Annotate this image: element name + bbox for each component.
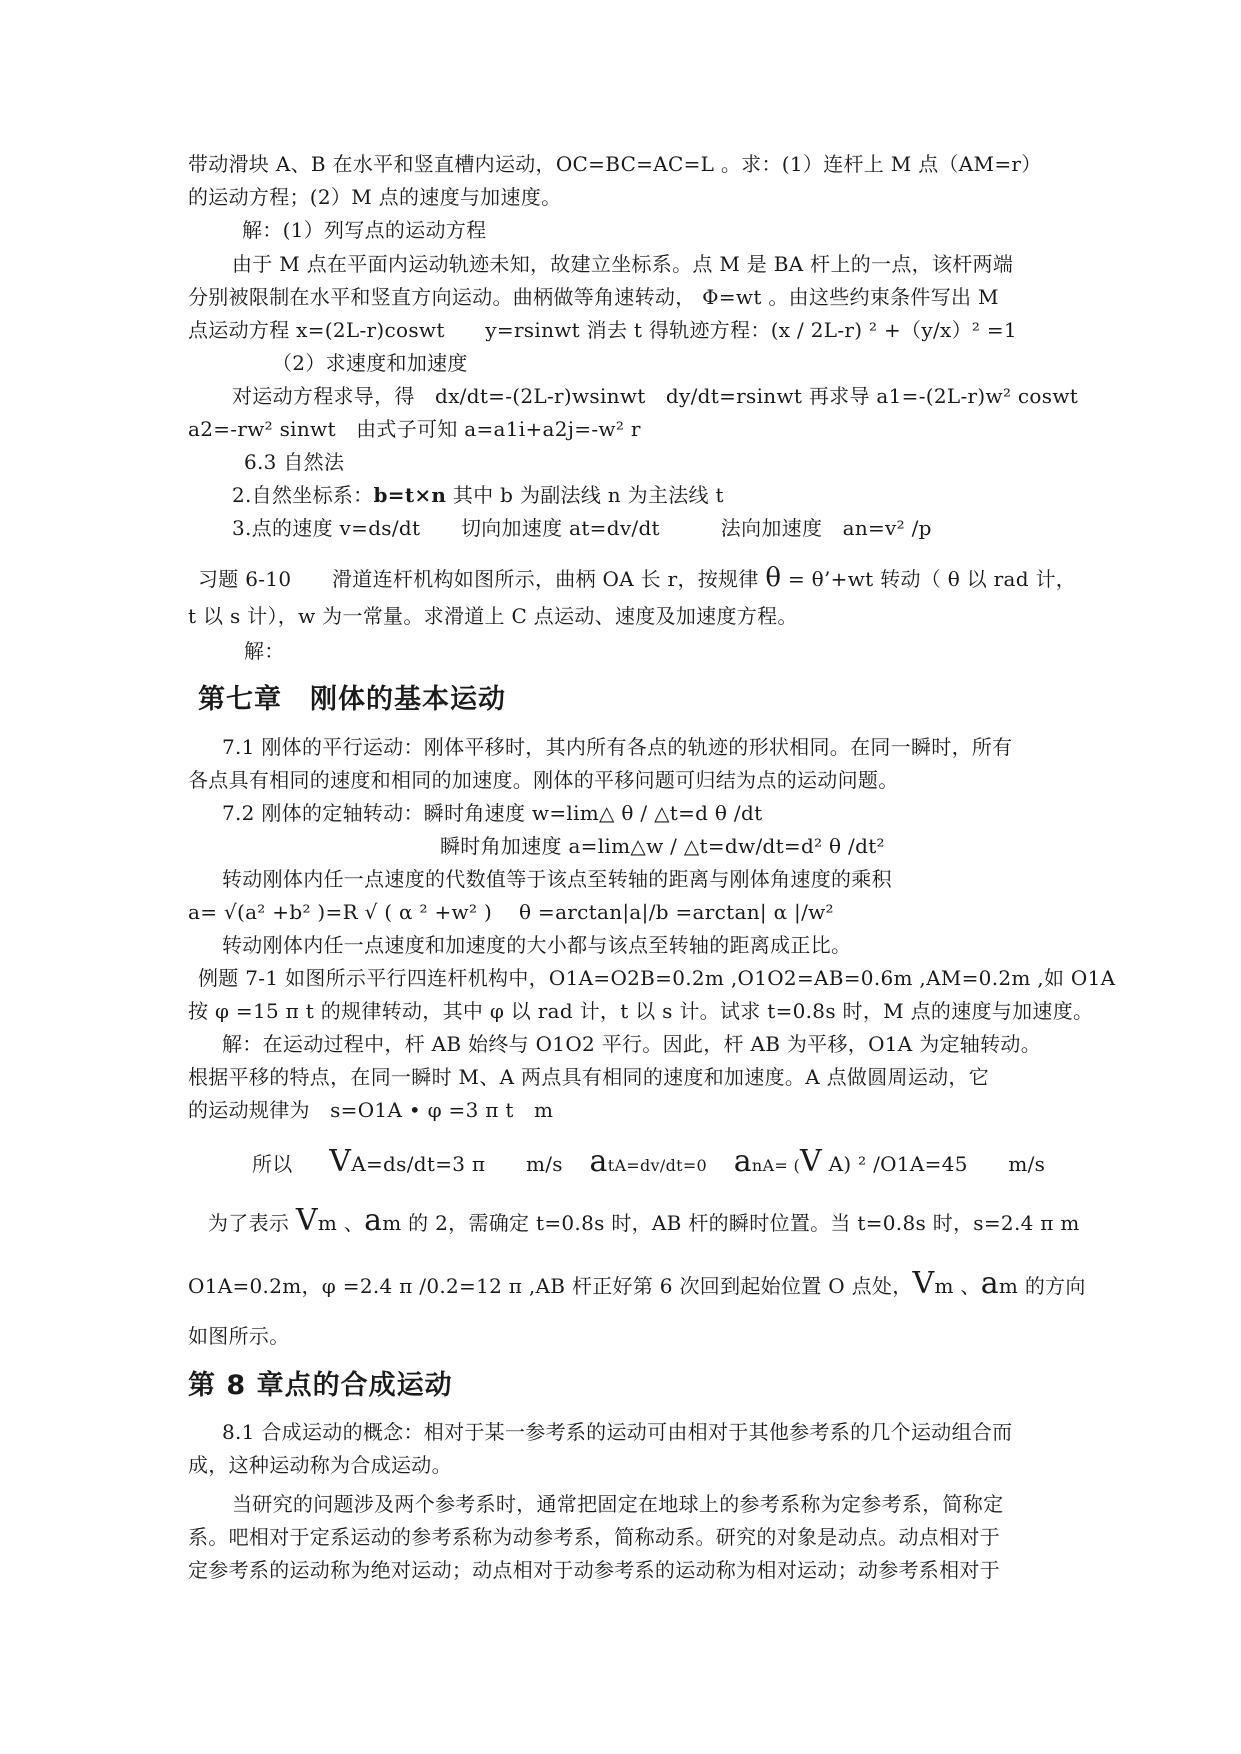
velocity-symbol: V (912, 1266, 935, 1301)
paragraph-line: 解：在运动过程中，杆 AB 始终与 O1O2 平行。因此，杆 AB 为平移，O1A 为定轴转动。 (222, 1032, 1041, 1056)
paragraph-line: 7.1 刚体的平行运动：刚体平移时，其内所有各点的轨迹的形状相同。在同一瞬时，所有 (222, 735, 1013, 759)
paragraph-line: 如图所示。 (188, 1324, 290, 1348)
paragraph-line: 转动刚体内任一点速度的代数值等于该点至转轴的距离与刚体角速度的乘积 (222, 867, 892, 891)
velocity-symbol: V (800, 1144, 822, 1179)
text-span: 为了表示 (208, 1211, 296, 1235)
acceleration-symbol: a (733, 1144, 752, 1179)
paragraph-line: 系。吧相对于定系运动的参考系称为动参考系，简称动系。研究的对象是动点。动点相对于 (188, 1525, 1000, 1549)
paragraph-line: 带动滑块 A、B 在水平和竖直槽内运动，OC=BC=AC=L 。求：(1）连杆上 M 点（AM=r） (188, 152, 1042, 176)
velocity-symbol: V (329, 1144, 352, 1179)
text-span: O1A=0.2m，φ =2.4 π /0.2=12 π ,AB 杆正好第 6 次回到起始位置 O 点处， (188, 1274, 913, 1298)
paragraph-line: 各点具有相同的速度和相同的加速度。刚体的平移问题可归结为点的运动问题。 (188, 768, 899, 792)
chapter-heading: 第七章 刚体的基本运动 (198, 684, 506, 715)
theta-symbol: θ (765, 563, 782, 593)
paragraph-line: 分别被限制在水平和竖直方向运动。曲柄做等角速转动， Φ=wt 。由这些约束条件写出 M (188, 285, 999, 309)
text-span: m 、 (317, 1211, 365, 1235)
text-span: tA=dv/dt=0 (607, 1156, 708, 1175)
paragraph-line: 的运动规律为 s=O1A • φ =3 π t m (188, 1098, 554, 1122)
paragraph-line: 6.3 自然法 (244, 450, 345, 474)
velocity-symbol: V (295, 1203, 318, 1238)
paragraph-line: 当研究的问题涉及两个参考系时，通常把固定在地球上的参考系称为定参考系，简称定 (232, 1492, 1004, 1516)
text-span: 2.自然坐标系： (232, 483, 374, 507)
acceleration-symbol: a (589, 1144, 608, 1179)
text-span: = θ’+wt 转动（ θ 以 rad 计， (781, 567, 1077, 591)
paragraph-line: 解： (244, 639, 285, 663)
paragraph-line: 由于 M 点在平面内运动轨迹未知，故建立坐标系。点 M 是 BA 杆上的一点，该杆两端 (232, 252, 1014, 276)
formula-bold: b=t×n (373, 483, 447, 507)
paragraph-line (198, 564, 1076, 593)
paragraph-line: 点运动方程 x=(2L-r)coswt y=rsinwt 消去 t 得轨迹方程：(x / 2L-r) ² +（y/x）² =1 (188, 318, 1017, 342)
chapter-heading: 第 8 章点的合成运动 (188, 1370, 453, 1401)
paragraph-line: 定参考系的运动称为绝对运动；动点相对于动参考系的运动称为相对运动；动参考系相对于 (188, 1558, 1000, 1582)
text-span: A=ds/dt=3 π m/s (351, 1152, 563, 1176)
paragraph-line: 成，这种运动称为合成运动。 (188, 1453, 452, 1477)
paragraph-line: 根据平移的特点，在同一瞬时 M、A 两点具有相同的速度和加速度。A 点做圆周运动，它 (188, 1065, 990, 1089)
text-span: m 的方向 (998, 1274, 1086, 1298)
paragraph-line: 对运动方程求导，得 dx/dt=-(2L-r)wsinwt dy/dt=rsinwt 再求导 a1=-(2L-r)w² coswt (232, 384, 1079, 408)
paragraph-line: 7.2 刚体的定轴转动：瞬时角速度 w=lim△ θ / △t=d θ /dt (222, 801, 763, 825)
paragraph-line: 解：(1）列写点的运动方程 (242, 218, 487, 242)
paragraph-line: 转动刚体内任一点速度和加速度的大小都与该点至转轴的距离成正比。 (222, 933, 852, 957)
text-span: 所以 (252, 1152, 293, 1176)
text-span: nA= ( (751, 1156, 800, 1175)
paragraph-line: 8.1 合成运动的概念：相对于某一参考系的运动可由相对于其他参考系的几个运动组合而 (222, 1420, 1013, 1444)
paragraph-line: 按 φ =15 π t 的规律转动，其中 φ 以 rad 计，t 以 s 计。试求 t=0.8s 时，M 点的速度与加速度。 (188, 999, 1094, 1023)
acceleration-symbol: a (364, 1203, 383, 1238)
formula-line (208, 1203, 1080, 1238)
text-span: m 的 2，需确定 t=0.8s 时，AB 杆的瞬时位置。当 t=0.8s 时，s=2.4 π m (382, 1211, 1080, 1235)
formula-line (188, 1266, 1086, 1301)
text-span: m 、 (934, 1274, 981, 1298)
paragraph-line: 的运动方程；(2）M 点的速度与加速度。 (188, 185, 562, 209)
acceleration-symbol: a (980, 1266, 999, 1301)
text-span: 习题 6-10 滑道连杆机构如图所示，曲柄 OA 长 r，按规律 (198, 567, 766, 591)
paragraph-line: 例题 7-1 如图所示平行四连杆机构中，O1A=O2B=0.2m ,O1O2=AB=0.6m ,AM=0.2m ,如 O1A (198, 966, 1116, 990)
text-span: 其中 b 为副法线 n 为主法线 t (446, 483, 724, 507)
paragraph-line: 瞬时角加速度 a=lim△w / △t=dw/dt=d² θ /dt² (440, 834, 885, 858)
paragraph-line: 3.点的速度 v=ds/dt 切向加速度 at=dv/dt 法向加速度 an=v² /p (232, 516, 932, 540)
paragraph-line: t 以 s 计），w 为一常量。求滑道上 C 点运动、速度及加速度方程。 (188, 604, 798, 628)
paragraph-line: a= √(a² +b² )=R √ ( α ² +w² ) θ =arctan|a|/b =arctan| α |/w² (188, 900, 834, 924)
paragraph-line: （2）求速度和加速度 (272, 351, 468, 375)
formula-line (252, 1144, 1046, 1180)
paragraph-line: a2=-rw² sinwt 由式子可知 a=a1i+a2j=-w² r (188, 417, 641, 441)
paragraph-line (232, 481, 724, 509)
text-span: A) ² /O1A=45 m/s (821, 1152, 1046, 1176)
